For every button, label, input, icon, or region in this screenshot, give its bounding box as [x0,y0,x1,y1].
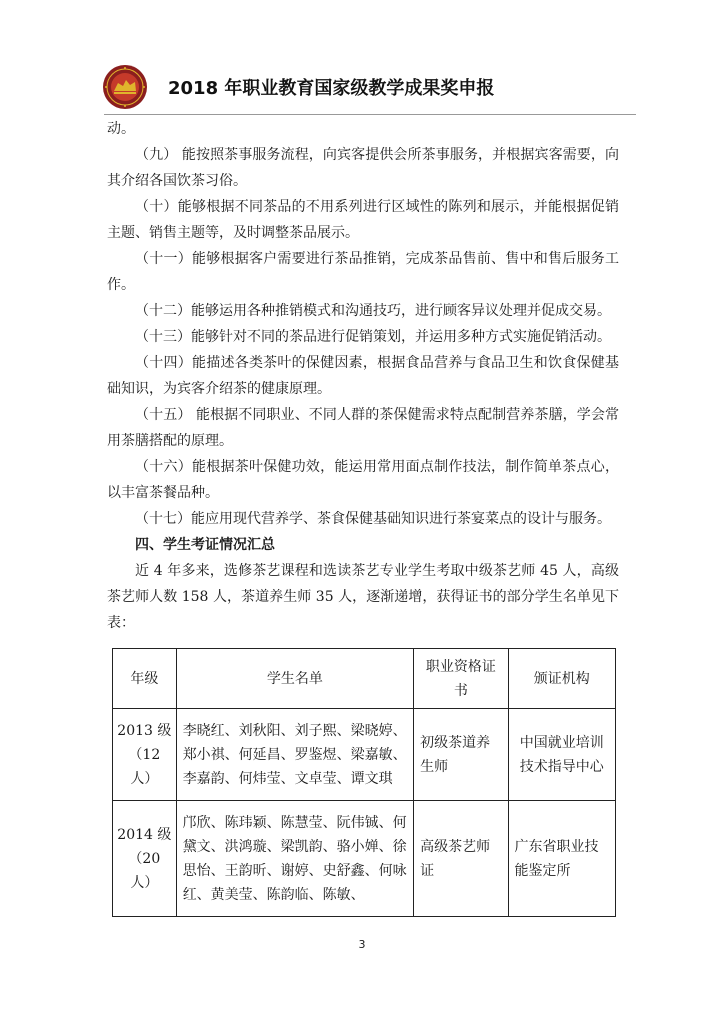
cell-grade: 2014 级（20 人） [113,801,177,917]
page-number: 3 [358,938,366,951]
table-row [113,709,616,801]
page-header [100,62,640,114]
paragraph-item-17: （十七）能应用现代营养学、茶食保健基础知识进行茶宴菜点的设计与服务。 [135,511,611,527]
paragraph-item-11: （十一）能够根据客户需要进行茶品推销，完成茶品售前、售中和售后服务工作。 [107,251,619,293]
body-text [107,116,619,636]
table-row [113,801,616,917]
section-heading: 四、学生考证情况汇总 [135,537,275,553]
paragraph-item-16: （十六）能根据茶叶保健功效，能运用常用面点制作技法，制作简单茶点心，以丰富茶餐品种。 [107,459,619,501]
header-divider [104,114,636,115]
paragraph-item-10: （十）能够根据不同茶品的不用系列进行区域性的陈列和展示，并能根据促销主题、销售主题等，及时调整茶品展示。 [107,199,619,241]
paragraph-continuation: 动。 [107,121,135,137]
cell-qualification: 初级茶道养生师 [414,709,508,801]
certificate-table [112,648,616,917]
paragraph-item-13: （十三）能够针对不同的茶品进行促销策划，并运用多种方式实施促销活动。 [135,329,611,345]
paragraph-item-14: （十四）能描述各类茶叶的保健因素，根据食品营养与食品卫生和饮食保健基础知识，为宾客介绍茶的健康原理。 [107,355,619,397]
header-grade: 年级 [113,649,177,709]
cell-authority: 中国就业培训技术指导中心 [508,709,615,801]
table-header-row [113,649,616,709]
cell-grade: 2013 级（12 人） [113,709,177,801]
cell-names: 邝欣、陈玮颖、陈慧莹、阮伟铖、何黛文、洪鸿璇、梁凯韵、骆小婵、徐思怡、王韵昕、谢婷、史舒鑫、何咏红、黄美莹、陈韵临、陈敏、 [176,801,413,917]
header-title: 2018 年职业教育国家级教学成果奖申报 [168,78,495,99]
header-authority: 颁证机构 [508,649,615,709]
cell-qualification: 高级茶艺师证 [414,801,508,917]
cell-names: 李晓红、刘秋阳、刘子熙、梁晓婷、郑小祺、何延昌、罗鉴煜、梁嘉敏、李嘉韵、何炜莹、文卓莹、谭文琪 [176,709,413,801]
cell-authority: 广东省职业技能鉴定所 [508,801,615,917]
header-student-list: 学生名单 [176,649,413,709]
paragraph-item-15: （十五） 能根据不同职业、不同人群的茶保健需求特点配制营养茶膳，学会常用茶膳搭配的原理。 [107,407,619,449]
school-emblem-icon [102,64,148,110]
paragraph-item-12: （十二）能够运用各种推销模式和沟通技巧，进行顾客异议处理并促成交易。 [135,303,611,319]
section-intro: 近 4 年多来，选修茶艺课程和选读茶艺专业学生考取中级茶艺师 45 人，高级茶艺师人数 158 人，茶道养生师 35 人，逐渐递增，获得证书的部分学生名单见下表： [107,563,619,631]
header-qualification: 职业资格证书 [414,649,508,709]
paragraph-item-9: （九） 能按照茶事服务流程，向宾客提供会所茶事服务，并根据宾客需要，向其介绍各国饮茶习俗。 [107,147,619,189]
